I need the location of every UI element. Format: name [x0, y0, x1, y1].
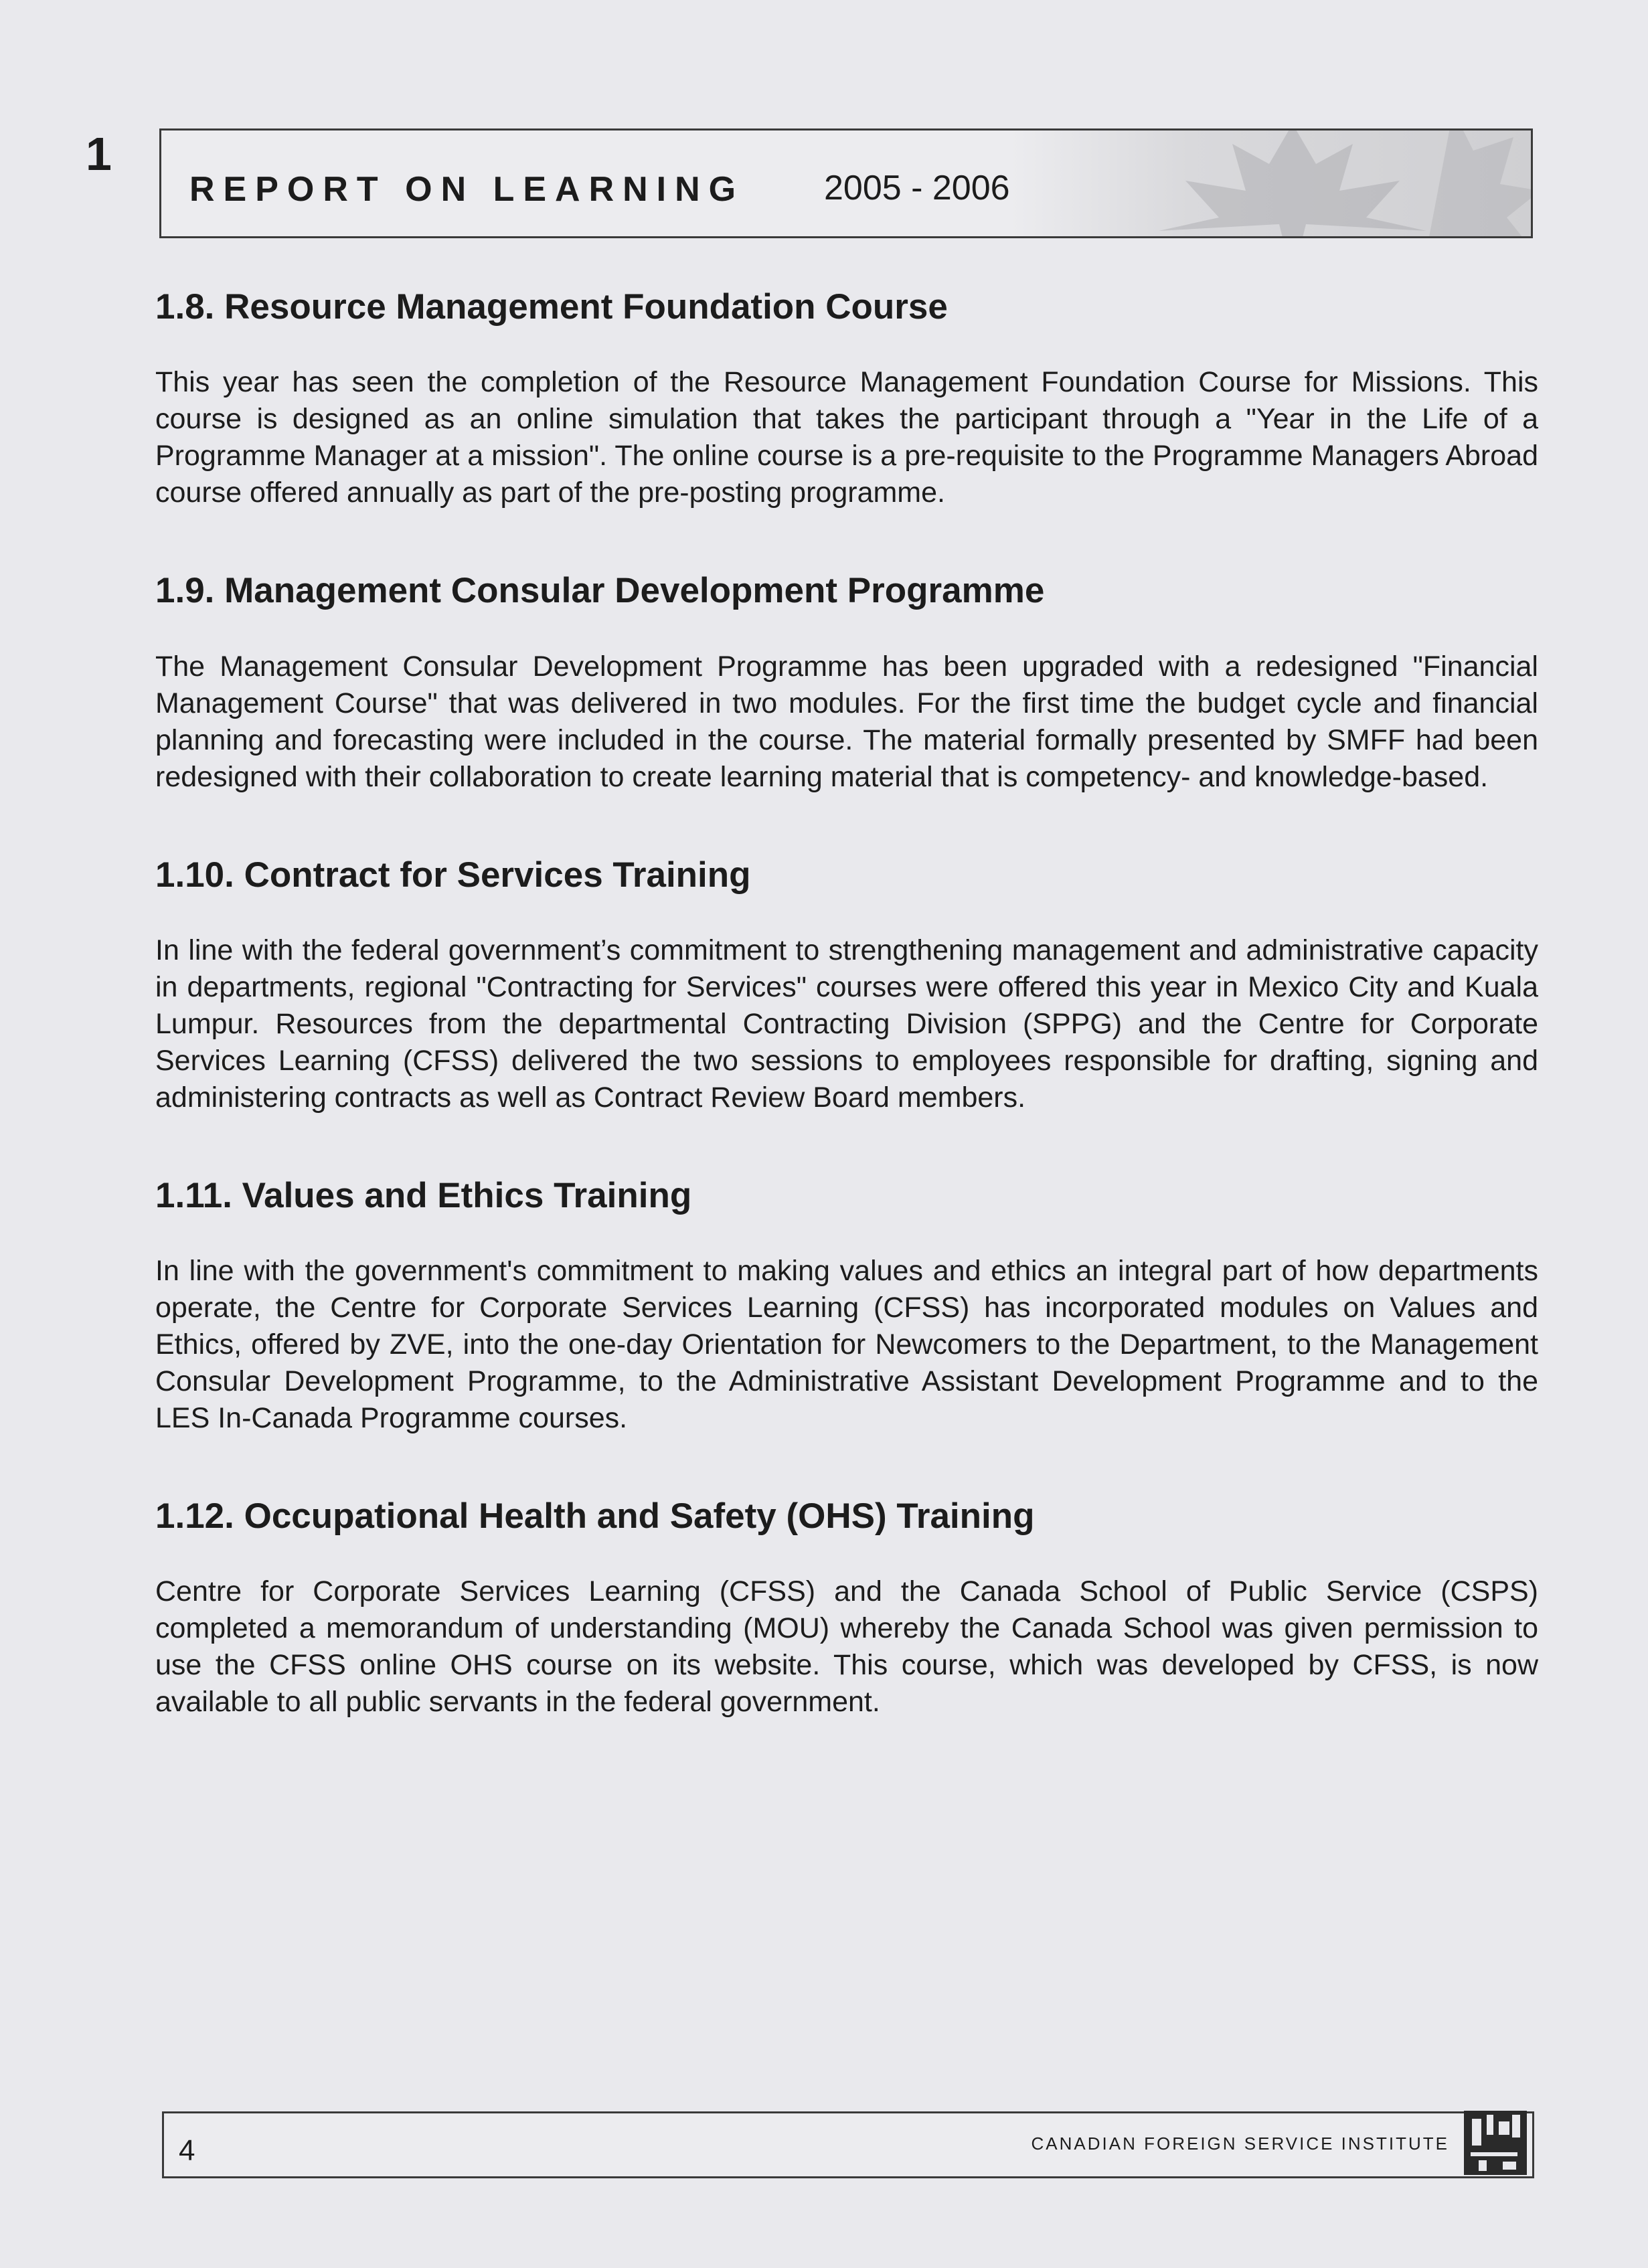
section-resource-management	[155, 288, 1538, 511]
section-contract-services	[155, 856, 1538, 1116]
chapter-number: 1	[86, 128, 112, 180]
page-content	[155, 288, 1538, 1781]
report-title: REPORT ON LEARNING	[189, 170, 745, 209]
report-years: 2005 - 2006	[824, 169, 1010, 207]
section-body: The Management Consular Development Programme has been upgraded with a redesigned "Financial Management Course" that was delivered in two modules. For the first time the budget cycle and financial planning and forecasting were included in the course. The material formally presented by SMFF had been redesigned with their collaboration to create learning material that is competency- and knowledge-based.	[155, 650, 1538, 793]
section-body: In line with the federal government’s commitment to strengthening management and administrative capacity in departments, regional "Contracting for Services" courses were offered this year in Mexico City and Kuala Lumpur. Resources from the departmental Contracting Division (SPPG) and the Centre for Corporate Services Learning (CFSS) delivered the two sessions to employees responsible for drafting, signing and administering contracts as well as Contract Review Board members.	[155, 934, 1538, 1114]
section-heading: 1.12. Occupational Health and Safety (OHS) Training	[155, 1496, 1035, 1537]
report-header	[159, 128, 1533, 238]
maple-leaf-icon	[1052, 128, 1533, 238]
institute-name: CANADIAN FOREIGN SERVICE INSTITUTE	[1031, 2133, 1449, 2154]
page-footer	[162, 2111, 1534, 2178]
section-body: Centre for Corporate Services Learning (CFSS) and the Canada School of Public Service (CSPS) completed a memorandum of understanding (MOU) whereby the Canada School was given permission to use the CFSS online OHS course on its website. This course, which was developed by CFSS, is now available to all public servants in the federal government.	[155, 1575, 1538, 1719]
section-management-consular	[155, 572, 1538, 795]
section-values-ethics	[155, 1176, 1538, 1437]
section-body: In line with the government's commitment to making values and ethics an integral part of how departments operate, the Centre for Corporate Services Learning (CFSS) has incorporated modules on Values and Ethics, offered by ZVE, into the one-day Orientation for Newcomers to the Department, to the Management Consular Development Programme, to the Administrative Assistant Development Programme and to the LES In-Canada Programme courses.	[155, 1255, 1538, 1435]
section-ohs-training	[155, 1497, 1538, 1721]
section-heading: 1.11. Values and Ethics Training	[155, 1175, 692, 1215]
section-heading: 1.8. Resource Management Foundation Course	[155, 287, 948, 327]
section-heading: 1.9. Management Consular Development Programme	[155, 571, 1045, 611]
section-heading: 1.10. Contract for Services Training	[155, 855, 751, 895]
section-body: This year has seen the completion of the Resource Management Foundation Course for Missions. This course is designed as an online simulation that takes the participant through a "Year in the Life of a Programme Manager at a mission". The online course is a pre-requisite to the Programme Managers Abroad course offered annually as part of the pre-posting programme.	[155, 366, 1538, 509]
page-number: 4	[179, 2134, 195, 2167]
cfsi-logo-icon	[1459, 2105, 1532, 2180]
